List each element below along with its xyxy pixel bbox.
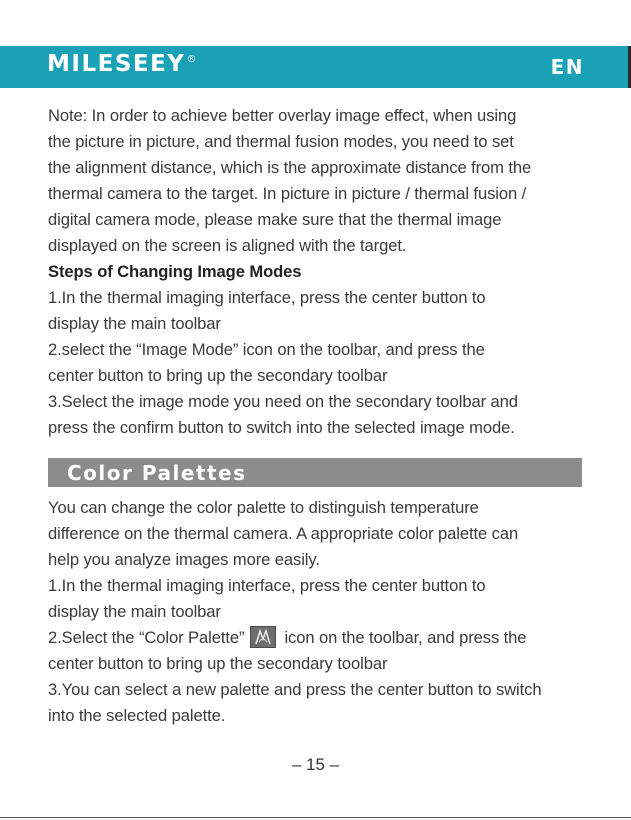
palette-section — [48, 495, 593, 729]
palette-step-2-start: 2.Select the “Color Palette” — [48, 628, 245, 647]
palette-line: center button to bring up the secondary toolbar — [48, 654, 388, 673]
brand-name: MILESEEY — [47, 51, 186, 77]
note-line: digital camera mode, please make sure that the thermal image — [48, 210, 502, 229]
brand-logo — [47, 51, 196, 77]
footer-divider — [0, 817, 631, 818]
palette-line: into the selected palette. — [48, 706, 226, 725]
note-line: Note: In order to achieve better overlay image effect, when using — [48, 106, 517, 125]
section-title: Color Palettes — [67, 461, 247, 485]
note-line: the alignment distance, which is the approximate distance from the — [48, 158, 532, 177]
palette-line: 3.You can select a new palette and press the center button to switch — [48, 680, 542, 699]
palette-line: 1.In the thermal imaging interface, press the center button to — [48, 576, 486, 595]
page-number: – 15 – — [291, 755, 340, 774]
note-section — [48, 103, 593, 441]
step-line: center button to bring up the secondary toolbar — [48, 366, 388, 385]
step-line: 3.Select the image mode you need on the secondary toolbar and — [48, 392, 518, 411]
section-header — [48, 458, 582, 487]
step-line: 2.select the “Image Mode” icon on the toolbar, and press the — [48, 340, 485, 359]
step-line: 1.In the thermal imaging interface, press the center button to — [48, 288, 486, 307]
color-palette-icon — [250, 626, 276, 648]
step-line: press the confirm button to switch into the selected image mode. — [48, 418, 515, 437]
note-line: thermal camera to the target. In picture in picture / thermal fusion / — [48, 184, 527, 203]
step-line: display the main toolbar — [48, 314, 221, 333]
note-line: displayed on the screen is aligned with the target. — [48, 236, 407, 255]
note-line: the picture in picture, and thermal fusion modes, you need to set — [48, 132, 514, 151]
palette-line: difference on the thermal camera. A appropriate color palette can — [48, 524, 519, 543]
palette-step-2 — [48, 625, 593, 651]
steps-heading: Steps of Changing Image Modes — [48, 262, 302, 281]
registered-mark: ® — [186, 54, 197, 66]
palette-line: help you analyze images more easily. — [48, 550, 320, 569]
palette-step-2-end: icon on the toolbar, and press the — [284, 628, 527, 647]
palette-line: You can change the color palette to distinguish temperature — [48, 498, 479, 517]
palette-line: display the main toolbar — [48, 602, 221, 621]
language-label: EN — [550, 55, 584, 79]
